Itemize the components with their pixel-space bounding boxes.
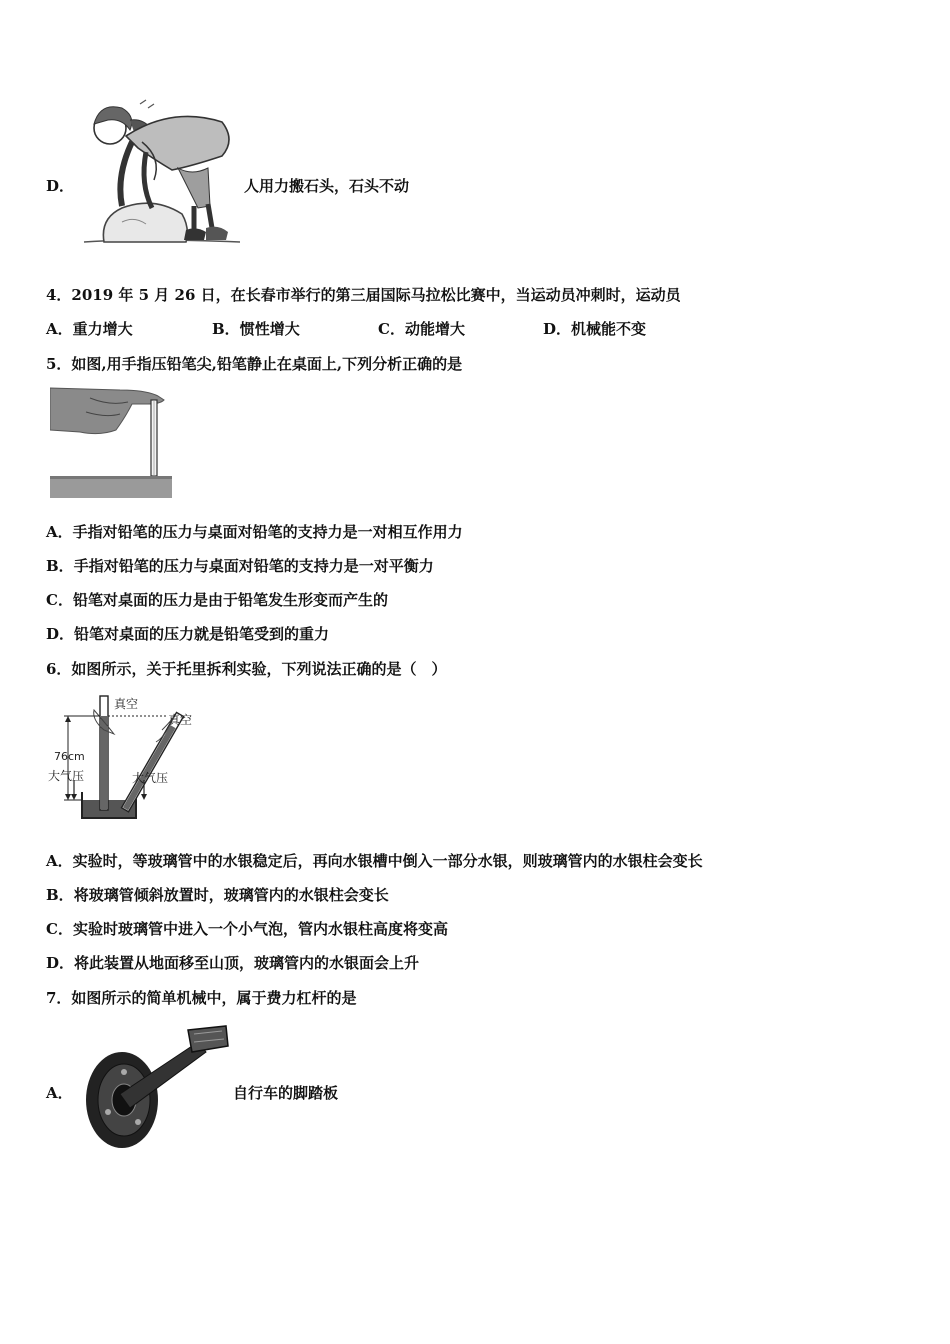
q3-option-d-letter: D． (46, 177, 75, 195)
q6-option-b-text: 将玻璃管倾斜放置时，玻璃管内的水银柱会变长 (73, 886, 389, 904)
q6-option-d-letter: D． (46, 954, 75, 972)
q6-option-b-letter: B． (46, 886, 74, 904)
q4-option-d (543, 319, 646, 339)
q6-option-a-letter: A． (46, 852, 73, 870)
q5-option-c-letter: C． (46, 591, 73, 609)
label-vacuum-left: 真空 (114, 697, 139, 711)
q4-option-a-text: 重力增大 (72, 320, 133, 338)
q4-stem: 4．2019 年 5 月 26 日，在长春市举行的第三届国际马拉松比赛中，当运动员冲刺时，运动员 (46, 286, 681, 304)
q4-option-d-letter: D． (543, 320, 572, 338)
person-lifting-stone-figure (82, 96, 242, 248)
q6-option-a (46, 851, 703, 871)
finger-pressing-pencil-figure (50, 386, 172, 498)
q3-option-d-text: 人用力搬石头，石头不动 (244, 177, 410, 195)
q5-option-d-text: 铅笔对桌面的压力就是铅笔受到的重力 (74, 625, 330, 643)
q6-option-d-text: 将此装置从地面移至山顶，玻璃管内的水银面会上升 (74, 954, 420, 972)
q5-option-d-letter: D． (46, 625, 75, 643)
q6-option-b (46, 885, 389, 905)
q5-option-c-text: 铅笔对桌面的压力是由于铅笔发生形变而产生的 (72, 591, 388, 609)
q6-option-a-text: 实验时，等玻璃管中的水银稳定后，再向水银槽中倒入一部分水银，则玻璃管内的水银柱会变长 (72, 852, 703, 870)
label-vacuum-right: 真空 (168, 713, 193, 727)
q5-option-a-text: 手指对铅笔的压力与桌面对铅笔的支持力是一对相互作用力 (72, 523, 463, 541)
q4-option-a (46, 319, 133, 339)
q5-option-d (46, 624, 329, 644)
q6-stem: 6．如图所示，关于托里拆利实验，下列说法正确的是（ ） (46, 660, 447, 678)
q4-option-c-letter: C． (378, 320, 405, 338)
q5-option-b (46, 556, 434, 576)
bicycle-pedal-crank-figure (80, 1022, 230, 1150)
q5-option-a (46, 522, 463, 542)
q4-option-c (378, 319, 465, 339)
q4-option-a-letter: A． (46, 320, 73, 338)
torricelli-experiment-figure (44, 690, 214, 824)
q7-option-a-text: 自行车的脚踏板 (233, 1084, 339, 1102)
q6-option-d (46, 953, 419, 973)
q7-stem: 7．如图所示的简单机械中，属于费力杠杆的是 (46, 989, 357, 1007)
q7-option-a-letter: A． (46, 1084, 73, 1102)
q4-option-b-letter: B． (212, 320, 240, 338)
q4-option-c-text: 动能增大 (404, 320, 465, 338)
q4-option-d-text: 机械能不变 (571, 320, 647, 338)
label-atm-right: 大气压 (132, 771, 169, 785)
q6-option-c-text: 实验时玻璃管中进入一个小气泡，管内水银柱高度将变高 (72, 920, 448, 938)
label-height: 76cm (54, 750, 85, 763)
q5-option-b-text: 手指对铅笔的压力与桌面对铅笔的支持力是一对平衡力 (73, 557, 434, 575)
q6-option-c-letter: C． (46, 920, 73, 938)
q5-option-c (46, 590, 388, 610)
q4-option-b (212, 319, 300, 339)
q5-stem: 5．如图,用手指压铅笔尖,铅笔静止在桌面上,下列分析正确的是 (46, 355, 463, 373)
q6-option-c (46, 919, 448, 939)
q4-option-b-text: 惯性增大 (239, 320, 300, 338)
q5-option-a-letter: A． (46, 523, 73, 541)
q5-option-b-letter: B． (46, 557, 74, 575)
label-atm-left: 大气压 (48, 769, 85, 783)
